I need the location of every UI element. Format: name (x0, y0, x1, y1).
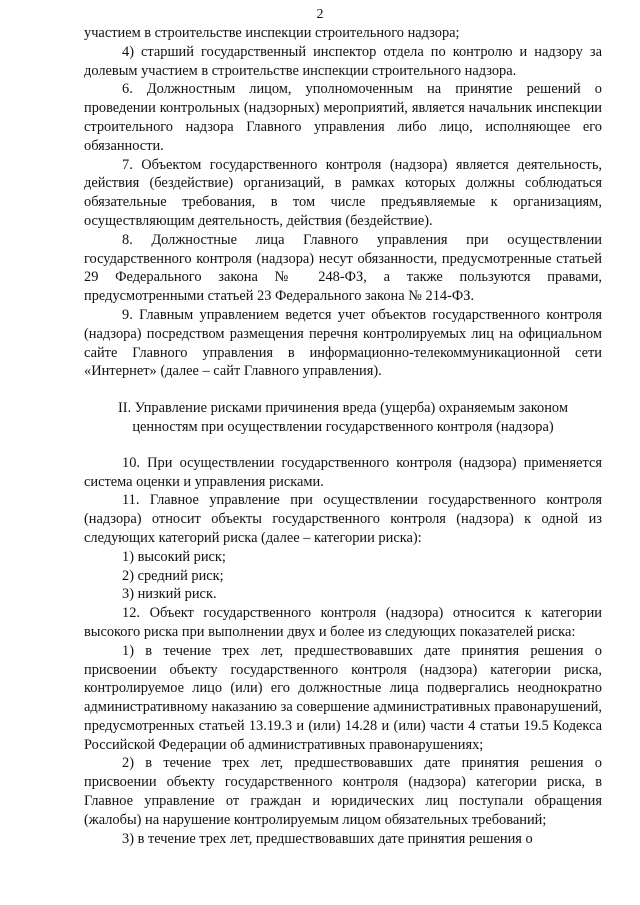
paragraph-continuation: участием в строительстве инспекции строительного надзора; (84, 25, 460, 41)
risk-indicator-2: 2) в течение трех лет, предшествовавших дате принятия решения о присвоении объекту государственного контроля (надзора) категории риска, в Главное управление от граждан и юридических лиц поступали обращения (жалобы) на нарушение контролируемым лицом обязательных требований; (84, 755, 602, 828)
section-heading (84, 399, 602, 437)
paragraph-6: 6. Должностным лицом, уполномоченным на принятие решений о проведении контрольных (надзорных) мероприятий, является начальник инспекции строительного надзора Главного управления либо лицо, исполняющее его обязанности. (84, 81, 602, 154)
paragraph-9: 9. Главным управлением ведется учет объектов государственного контроля (надзора) посредством размещения перечня контролируемых лиц на официальном сайте Главного управления в информационно-телекоммуникационной сети «Интернет» (далее – сайт Главного управления). (84, 306, 602, 380)
section-heading-line-2: ценностям при осуществлении государственного контроля (надзора) (132, 418, 554, 435)
document-page (84, 24, 602, 848)
risk-indicator-1: 1) в течение трех лет, предшествовавших дате принятия решения о присвоении объекту государственного контроля (надзора) категории риска, контролируемое лицо (или) его должностные лица подвергались неоднократно административному наказанию за совершение административных правонарушений, предусмотренных статьей 13.19.3 и (или) 14.28 и (или) части 4 статьи 19.5 Кодекса Российской Федерации об административных правонарушениях; (84, 642, 602, 753)
paragraph-11: 11. Главное управление при осуществлении государственного контроля (надзора) относит объекты государственного контроля (надзора) к одной из следующих категорий риска (далее – категории риска): (84, 492, 602, 546)
list-item-high-risk: 1) высокий риск; (122, 548, 226, 565)
list-item-medium-risk: 2) средний риск; (122, 567, 224, 584)
list-item-low-risk: 3) низкий риск. (122, 586, 217, 603)
paragraph-8: 8. Должностные лица Главного управления при осуществлении государственного контроля (надзора) несут обязанности, предусмотренные статьей 29 Федерального закона № 248-ФЗ, а также пользуются правами, предусмотренными статьей 23 Федерального закона № 214-ФЗ. (84, 231, 602, 305)
paragraph-10: 10. При осуществлении государственного контроля (надзора) применяется система оценки и управления рисками. (84, 454, 602, 490)
paragraph-7: 7. Объектом государственного контроля (надзора) является деятельность, действия (бездействие) организаций, в рамках которых должны соблюдаться обязательные требования, в том числе предъявляемые к организациям, осуществляющим деятельность, действия (бездействие). (84, 156, 602, 229)
section-heading-line-1: II. Управление рисками причинения вреда (ущерба) охраняемым законом (118, 400, 568, 417)
paragraph-12: 12. Объект государственного контроля (надзора) относится к категории высокого риска при выполнении двух и более из следующих показателей риска: (84, 605, 602, 640)
risk-indicator-3: 3) в течение трех лет, предшествовавших дате принятия решения о (122, 830, 533, 847)
page-number: 2 (316, 7, 324, 22)
paragraph-item-4: 4) старший государственный инспектор отдела по контролю и надзору за долевым участием в строительстве инспекции строительного надзора. (84, 43, 602, 79)
